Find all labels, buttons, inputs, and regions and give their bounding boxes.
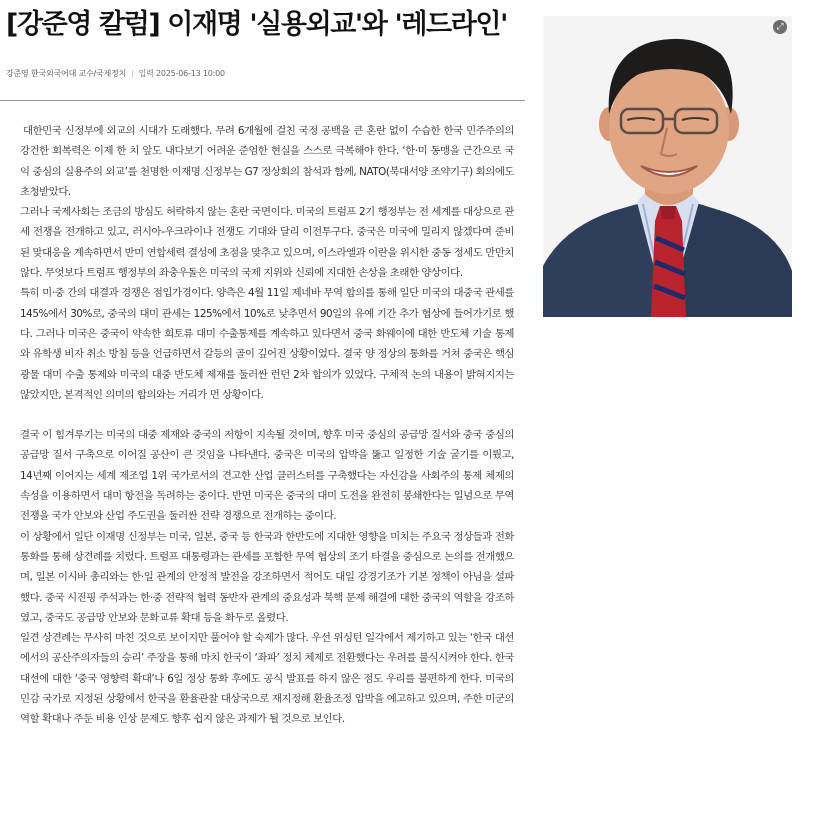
author-photo[interactable] [543,16,792,317]
paragraph: 그러나 국제사회는 조금의 방심도 허락하지 않는 혼란 국면이다. 미국의 트럼프 2기 행정부는 전 세계를 대상으로 관세 전쟁을 전개하고 있고, 러시아-우크라이나 전쟁도 기대와 달리 이전투구다. 중국은 미국에 밀리지 않겠다며 준비된 맞대응을 계속하면서 반미 연합세력 결성에 초점을 맞추고 있으며, 이스라엘과 이란을 위시한 중동 정세도 만만치 않다. 무엇보다 트럼프 행정부의 좌충우돌은 미국의 국제 지위와 신뢰에 지대한 손상을 초래한 양상이다. [20,206,514,280]
expand-icon[interactable]: ⤢ [773,20,787,34]
paragraph: 일견 상견례는 무사히 마친 것으로 보이지만 풀어야 할 숙제가 많다. 우선 위싱턴 일각에서 제기하고 있는 ‘한국 대선에서의 공산주의자들의 승리’ 주장을 통해 마치 한국이 ‘좌파’ 정치 체제로 전환했다는 우려를 불식시켜야 한다. 한국 대선에 대한 ‘중국 영향력 확대’나 6일 정상 통화 후에도 공식 발표를 하지 않은 점도 우리를 불편하게 한다. 미국의 민감 국가로 지정된 상황에서 한국을 환율관찰 대상국으로 재지정해 환율조정 압박을 예고하고 있으며, 주한 미군의 역할 확대나 주둔 비용 인상 문제도 향후 쉽지 않은 과제가 될 것으로 보인다. [20,632,514,726]
publish-date: 2025-06-13 10:00 [156,69,225,78]
byline-divider: | [131,69,134,78]
header-divider [0,100,525,101]
paragraph: 대한민국 신정부에 외교의 시대가 도래했다. 무려 6개월에 걸친 국정 공백을 큰 혼란 없이 수습한 한국 민주주의의 강건한 회복력은 이제 한 치 앞도 내다보기 어려운 준엄한 현실을 스스로 극복해야 한다. ‘한·미 동맹을 근간으로 국익 중심의 실용주의 외교’를 천명한 이재명 신정부는 G7 정상회의 참석과 함께, NATO(북대서양 조약기구) 회의에도 초청받았다. [20,125,514,198]
author-name[interactable]: 강준영 한국외국어대 교수/국제정치 [6,69,127,78]
paragraph: 특히 미·중 간의 대결과 경쟁은 점입가경이다. 양측은 4월 11일 제네바 무역 합의를 통해 일단 미국의 대중국 관세를 145%에서 30%로, 중국의 대미 관세는 125%에서 10%로 낮추면서 90일의 유예 기간 추가 협상에 들어가기로 했다. 그러나 미국은 중국이 약속한 희토류 대미 수출통제를 계속하고 있다면서 중국 화웨이에 대한 반도체 기술 통제와 유학생 비자 취소 방침 등을 언급하면서 갈등의 골이 깊어진 상황이었다. 결국 양 정상의 통화를 거쳐 중국은 핵심 광물 대미 수출 통제와 미국의 대중 반도체 제재를 둘러싼 런던 2차 합의가 있었다. 구체적 논의 내용이 밝혀지지는 않았지만, 본격적인 의미의 합의와는 거리가 먼 상황이다. [20,287,514,401]
author-portrait [543,16,792,317]
paragraph: 이 상황에서 일단 이재명 신정부는 미국, 일본, 중국 등 한국과 한반도에 지대한 영향을 미치는 주요국 정상들과 전화 통화를 통해 상견례를 치렀다. 트럼프 대통령과는 관세를 포함한 무역 협상의 조기 타결을 중심으로 논의를 전개했으며, 일본 이시바 총리와는 한·일 관계의 안정적 발전을 강조하면서 적어도 대일 강경기조가 기본 정책이 아님을 설파했다. 중국 시진핑 주석과는 한·중 전략적 협력 동반자 관계의 중요성과 북핵 문제 해결에 대한 중국의 역할을 강조하였고, 중국도 공급망 안보와 문화교류 확대 등을 화두로 올렸다. [20,530,514,624]
article-body [20,121,514,730]
article-headline: [강준영 칼럼] 이재명 '실용외교'와 '레드라인' [6,9,507,40]
publish-date-label: 입력 [138,69,154,78]
paragraph: 결국 이 힘겨루기는 미국의 대중 제재와 중국의 저항이 지속될 것이며, 향후 미국 중심의 공급망 질서와 중국 중심의 공급망 질서 구축으로 이어질 공산이 큰 것임을 나타낸다. 중국은 미국의 압박을 뚫고 일정한 기술 굴기를 이뤘고, 14년째 이어지는 세계 제조업 1위 국가로서의 견고한 산업 클러스터를 구축했다는 자신감을 사회주의 통제 체제의 속성을 이용하면서 대미 항전을 독려하는 중이다. 반면 미국은 중국의 대미 도전을 완전히 봉쇄한다는 일념으로 무역 전쟁을 국가 안보와 산업 주도권을 둘러싼 전략 경쟁으로 전개하는 중이다. [20,429,514,523]
byline [6,68,225,79]
